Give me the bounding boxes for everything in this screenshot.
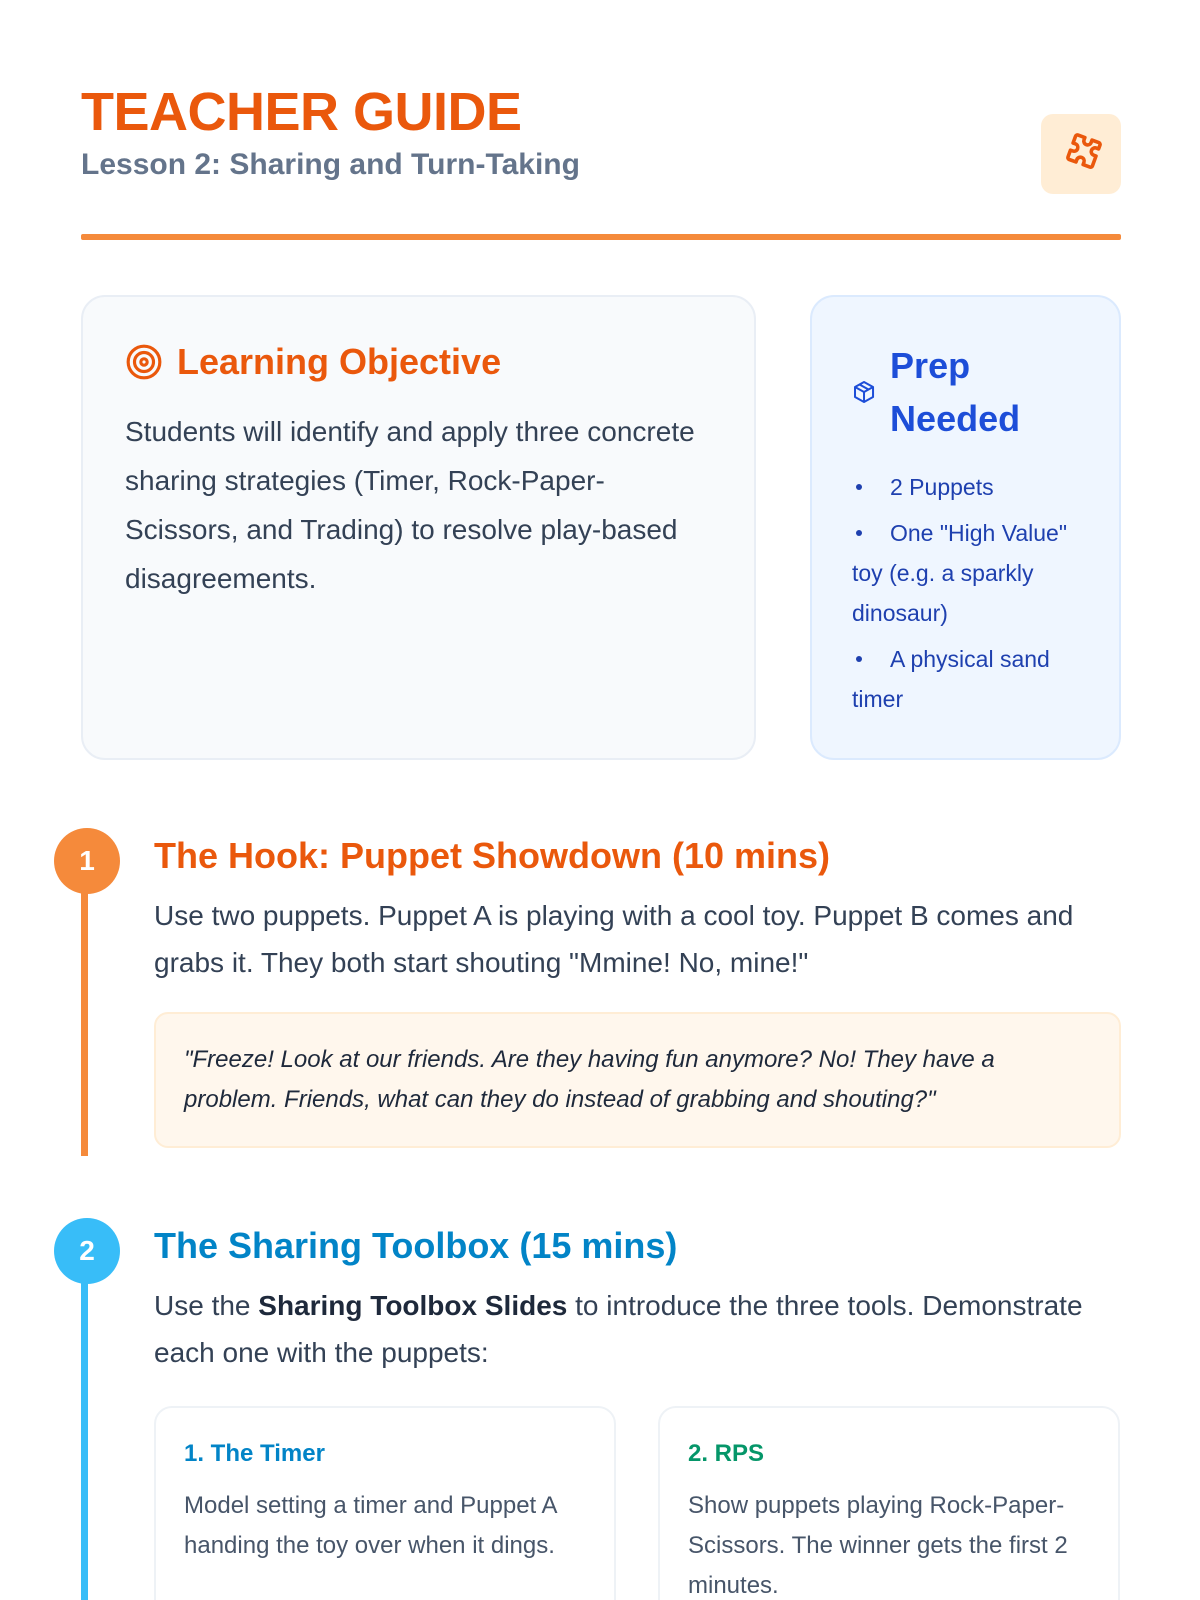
step-1-body	[154, 828, 1121, 1148]
slides-reference: Sharing Toolbox Slides	[258, 1290, 568, 1321]
bullet	[856, 484, 862, 490]
prep-item	[852, 467, 1079, 507]
tool-title: 2. RPS	[688, 1440, 765, 1467]
learning-objective-card	[81, 295, 756, 760]
prep-item	[852, 639, 1079, 719]
teacher-script-quote: "Freeze! Look at our friends. Are they having fun anymore? No! They have a problem. Friends, what can they do instead of grabbing and shouting?"	[154, 1012, 1121, 1148]
prep-item-text: One "High Value" toy (e.g. a sparkly dinosaur)	[852, 520, 1068, 626]
prep-item-text: A physical sand timer	[852, 646, 1050, 712]
objective-heading	[125, 341, 712, 383]
step-1-title: The Hook: Puppet Showdown (10 mins)	[154, 835, 831, 876]
prep-heading	[852, 339, 1079, 445]
objective-title: Learning Objective	[177, 341, 502, 382]
prep-list	[852, 467, 1079, 719]
step-2-title: The Sharing Toolbox (15 mins)	[154, 1225, 678, 1266]
step-2-section	[54, 1218, 1121, 1600]
step-1-timeline	[81, 868, 88, 1156]
prep-item-text: 2 Puppets	[890, 474, 994, 500]
tool-title: 1. The Timer	[184, 1440, 325, 1467]
step-1-section	[54, 828, 1121, 1158]
tool-text: Model setting a timer and Puppet A handing the toy over when it dings.	[184, 1492, 557, 1559]
tool-card-timer	[154, 1406, 616, 1600]
step-2-text	[154, 1282, 1121, 1376]
bullet	[856, 530, 862, 536]
step-2-text-start: Use the	[154, 1290, 259, 1321]
step-2-text-end: to introduce the three tools. Demonstrate each one with the puppets:	[154, 1290, 1083, 1368]
bullet	[856, 656, 862, 662]
box-icon	[852, 378, 876, 406]
target-icon	[125, 343, 163, 381]
logo-badge	[1041, 114, 1121, 194]
tool-card-rps	[658, 1406, 1120, 1600]
header-divider	[81, 234, 1121, 240]
step-1-text: Use two puppets. Puppet A is playing with a cool toy. Puppet B comes and grabs it. They both start shouting "Mmine! No, mine!"	[154, 900, 1074, 978]
lesson-subtitle: Lesson 2: Sharing and Turn-Taking	[81, 148, 580, 181]
page-header	[81, 80, 1121, 240]
prep-title: Prep Needed	[890, 345, 1021, 439]
step-2-badge: 2	[54, 1218, 120, 1284]
prep-item	[852, 513, 1079, 633]
prep-needed-card	[810, 295, 1121, 760]
step-2-timeline	[81, 1258, 88, 1600]
tool-text: Show puppets playing Rock-Paper-Scissors. The winner gets the first 2 minutes.	[688, 1492, 1068, 1599]
objective-text: Students will identify and apply three concrete sharing strategies (Timer, Rock-Paper-Scissors, and Trading) to resolve play-based disagreements.	[125, 416, 695, 594]
puzzle-icon	[1057, 130, 1105, 178]
step-2-body	[154, 1218, 1121, 1600]
step-1-badge: 1	[54, 828, 120, 894]
tool-cards	[154, 1406, 1121, 1600]
page-title: TEACHER GUIDE	[81, 82, 522, 142]
